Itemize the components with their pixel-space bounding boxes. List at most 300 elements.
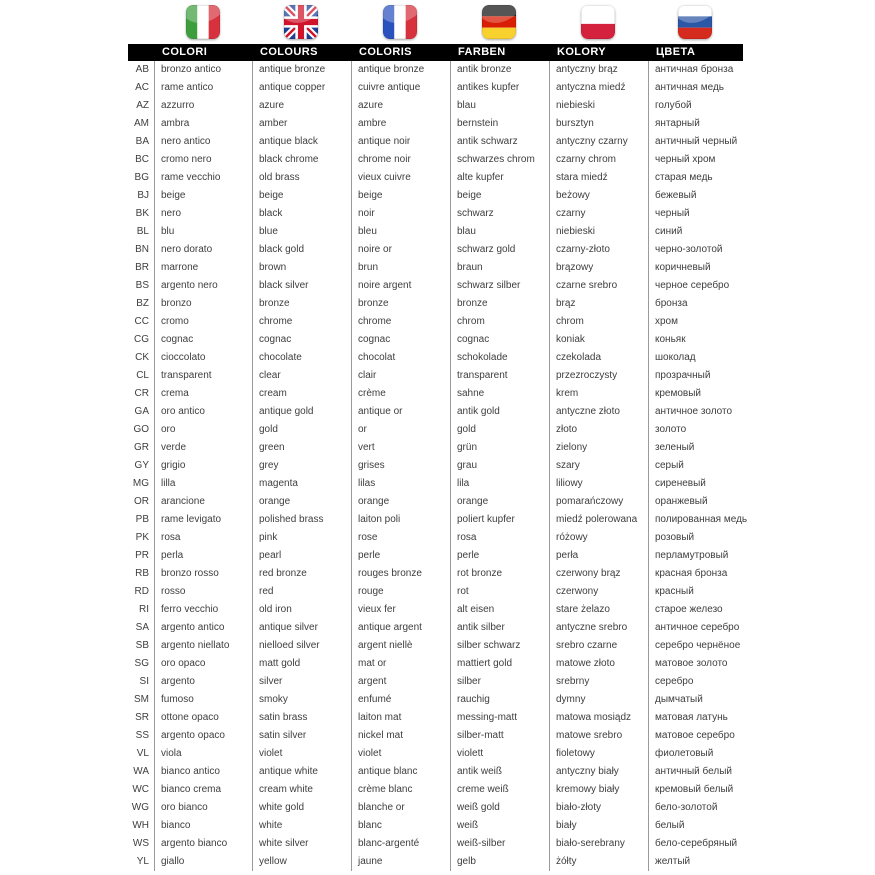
color-name-polish: fioletowy <box>549 745 648 763</box>
color-name-italian: crema <box>154 385 252 403</box>
table-row <box>128 763 743 781</box>
table-row <box>128 187 743 205</box>
color-name-italian: marrone <box>154 259 252 277</box>
color-name-russian: античное золото <box>648 403 743 421</box>
italy-flag-icon <box>186 5 220 39</box>
color-name-russian: серебро чернёное <box>648 637 743 655</box>
color-name-german: schokolade <box>450 349 549 367</box>
color-code: WS <box>132 838 149 849</box>
table-row <box>128 781 743 799</box>
color-name-polish: chrom <box>549 313 648 331</box>
color-code: BS <box>135 280 149 291</box>
color-name-russian: черный хром <box>648 151 743 169</box>
color-name-french: cognac <box>351 331 450 349</box>
color-name-italian: arancione <box>154 493 252 511</box>
color-code: GY <box>134 460 149 471</box>
color-name-italian: rame vecchio <box>154 169 252 187</box>
color-name-french: rouges bronze <box>351 565 450 583</box>
color-name-german: antik schwarz <box>450 133 549 151</box>
color-name-french: azure <box>351 97 450 115</box>
color-name-french: rose <box>351 529 450 547</box>
color-name-english: old iron <box>252 601 351 619</box>
color-name-polish: stara miedź <box>549 169 648 187</box>
column-header-cveta: ЦВЕТА <box>656 46 696 58</box>
color-code: CR <box>134 388 149 399</box>
color-code: SI <box>139 676 149 687</box>
color-name-german: grün <box>450 439 549 457</box>
color-name-french: beige <box>351 187 450 205</box>
color-name-polish: czarny <box>549 205 648 223</box>
color-name-russian: шоколад <box>648 349 743 367</box>
color-name-english: brown <box>252 259 351 277</box>
color-name-german: silber <box>450 673 549 691</box>
color-name-english: blue <box>252 223 351 241</box>
color-name-german: weiß gold <box>450 799 549 817</box>
color-name-italian: rosa <box>154 529 252 547</box>
color-name-english: antique bronze <box>252 61 351 79</box>
color-name-italian: bianco antico <box>154 763 252 781</box>
color-name-italian: blu <box>154 223 252 241</box>
color-name-english: pearl <box>252 547 351 565</box>
color-name-german: silber schwarz <box>450 637 549 655</box>
column-header-coloris: COLORIS <box>359 46 412 58</box>
color-name-english: antique black <box>252 133 351 151</box>
color-name-russian: античное серебро <box>648 619 743 637</box>
color-name-polish: beżowy <box>549 187 648 205</box>
color-name-french: ambre <box>351 115 450 133</box>
color-name-italian: bronzo <box>154 295 252 313</box>
color-name-italian: rame levigato <box>154 511 252 529</box>
color-name-russian: перламутровый <box>648 547 743 565</box>
color-name-polish: koniak <box>549 331 648 349</box>
color-name-italian: fumoso <box>154 691 252 709</box>
color-name-italian: rame antico <box>154 79 252 97</box>
color-name-french: blanc-argenté <box>351 835 450 853</box>
color-name-german: cognac <box>450 331 549 349</box>
color-name-german: alte kupfer <box>450 169 549 187</box>
color-code: RI <box>139 604 149 615</box>
color-name-polish: antyczny brąz <box>549 61 648 79</box>
color-name-polish: matowa mosiądz <box>549 709 648 727</box>
russia-flag-icon <box>678 5 712 39</box>
color-name-italian: argento bianco <box>154 835 252 853</box>
color-name-french: laiton poli <box>351 511 450 529</box>
color-name-english: silver <box>252 673 351 691</box>
color-name-french: crème blanc <box>351 781 450 799</box>
color-name-polish: antyczny biały <box>549 763 648 781</box>
color-name-french: noire or <box>351 241 450 259</box>
color-name-polish: perła <box>549 547 648 565</box>
table-row <box>128 709 743 727</box>
color-code: GO <box>133 424 149 435</box>
color-code: WG <box>131 802 149 813</box>
color-code: PR <box>135 550 149 561</box>
color-name-italian: oro antico <box>154 403 252 421</box>
color-name-english: clear <box>252 367 351 385</box>
color-name-italian: ferro vecchio <box>154 601 252 619</box>
color-name-french: crème <box>351 385 450 403</box>
color-name-english: amber <box>252 115 351 133</box>
color-name-polish: biało-serebrany <box>549 835 648 853</box>
color-name-english: nielloed silver <box>252 637 351 655</box>
color-name-polish: matowe złoto <box>549 655 648 673</box>
color-name-italian: oro opaco <box>154 655 252 673</box>
color-code: PK <box>135 532 149 543</box>
color-name-french: brun <box>351 259 450 277</box>
color-name-english: orange <box>252 493 351 511</box>
color-name-english: black chrome <box>252 151 351 169</box>
color-name-english: violet <box>252 745 351 763</box>
color-name-german: antik silber <box>450 619 549 637</box>
color-name-english: white <box>252 817 351 835</box>
color-code: SM <box>134 694 149 705</box>
table-row <box>128 511 748 529</box>
color-code: GA <box>134 406 149 417</box>
color-name-german: orange <box>450 493 549 511</box>
color-name-french: orange <box>351 493 450 511</box>
color-name-french: mat or <box>351 655 450 673</box>
color-name-german: grau <box>450 457 549 475</box>
table-row <box>128 619 743 637</box>
color-name-italian: cognac <box>154 331 252 349</box>
color-name-russian: сиреневый <box>648 475 743 493</box>
color-name-italian: bianco <box>154 817 252 835</box>
color-code: RD <box>134 586 149 597</box>
color-name-english: antique white <box>252 763 351 781</box>
table-row <box>128 79 743 97</box>
column-header-kolory: KOLORY <box>557 46 607 58</box>
color-name-russian: коричневый <box>648 259 743 277</box>
color-name-italian: argento nero <box>154 277 252 295</box>
color-name-english: red <box>252 583 351 601</box>
color-code: YL <box>136 856 149 867</box>
color-name-german: rosa <box>450 529 549 547</box>
color-name-polish: niebieski <box>549 97 648 115</box>
color-name-english: matt gold <box>252 655 351 673</box>
color-name-german: perle <box>450 547 549 565</box>
color-name-russian: полированная медь <box>648 511 743 529</box>
color-name-russian: коньяк <box>648 331 743 349</box>
table-row <box>128 745 743 763</box>
color-name-polish: brąz <box>549 295 648 313</box>
table-row <box>128 673 743 691</box>
color-name-german: antik gold <box>450 403 549 421</box>
table-row <box>128 151 743 169</box>
color-name-russian: голубой <box>648 97 743 115</box>
color-name-russian: античный черный <box>648 133 743 151</box>
color-name-french: perle <box>351 547 450 565</box>
table-row <box>128 493 743 511</box>
color-name-french: chrome noir <box>351 151 450 169</box>
color-name-russian: кремовый белый <box>648 781 743 799</box>
color-name-russian: черное серебро <box>648 277 743 295</box>
table-row <box>128 817 743 835</box>
color-name-italian: grigio <box>154 457 252 475</box>
color-name-italian: transparent <box>154 367 252 385</box>
color-name-english: satin brass <box>252 709 351 727</box>
color-name-french: jaune <box>351 853 450 871</box>
table-row <box>128 421 743 439</box>
color-name-german: weiß <box>450 817 549 835</box>
color-name-french: antique blanc <box>351 763 450 781</box>
color-code: CL <box>136 370 149 381</box>
table-row <box>128 259 743 277</box>
color-name-russian: золото <box>648 421 743 439</box>
color-name-russian: оранжевый <box>648 493 743 511</box>
color-name-french: nickel mat <box>351 727 450 745</box>
color-name-english: gold <box>252 421 351 439</box>
column-header-farben: FARBEN <box>458 46 506 58</box>
table-row <box>128 799 743 817</box>
color-name-polish: pomarańczowy <box>549 493 648 511</box>
color-name-english: grey <box>252 457 351 475</box>
color-name-italian: cromo <box>154 313 252 331</box>
color-name-english: old brass <box>252 169 351 187</box>
color-name-russian: красный <box>648 583 743 601</box>
color-name-polish: czarny chrom <box>549 151 648 169</box>
table-row <box>128 835 743 853</box>
color-name-german: antik bronze <box>450 61 549 79</box>
color-name-polish: brązowy <box>549 259 648 277</box>
color-name-german: bronze <box>450 295 549 313</box>
color-code: BJ <box>137 190 149 201</box>
column-header-colori: COLORI <box>162 46 208 58</box>
color-code: AC <box>135 82 149 93</box>
color-name-russian: старое железо <box>648 601 743 619</box>
table-row <box>128 583 743 601</box>
color-name-english: smoky <box>252 691 351 709</box>
color-name-german: creme weiß <box>450 781 549 799</box>
color-name-english: yellow <box>252 853 351 871</box>
color-name-german: weiß-silber <box>450 835 549 853</box>
color-name-german: alt eisen <box>450 601 549 619</box>
flags-row <box>128 0 743 44</box>
color-name-french: rouge <box>351 583 450 601</box>
color-name-russian: кремовый <box>648 385 743 403</box>
color-name-polish: matowe srebro <box>549 727 648 745</box>
color-name-polish: bursztyn <box>549 115 648 133</box>
color-name-polish: biało-złoty <box>549 799 648 817</box>
color-name-english: white gold <box>252 799 351 817</box>
color-name-french: antique noir <box>351 133 450 151</box>
color-name-german: schwarz silber <box>450 277 549 295</box>
color-name-italian: nero <box>154 205 252 223</box>
color-code: BC <box>135 154 149 165</box>
color-name-russian: зеленый <box>648 439 743 457</box>
color-code: MG <box>132 478 149 489</box>
table-row <box>128 637 743 655</box>
color-name-english: black gold <box>252 241 351 259</box>
france-flag-icon <box>383 5 417 39</box>
color-name-german: bernstein <box>450 115 549 133</box>
color-name-english: black <box>252 205 351 223</box>
color-name-german: blau <box>450 223 549 241</box>
color-code: WC <box>132 784 149 795</box>
color-code: SS <box>135 730 149 741</box>
color-name-french: blanc <box>351 817 450 835</box>
color-name-italian: azzurro <box>154 97 252 115</box>
color-name-german: silber-matt <box>450 727 549 745</box>
color-name-polish: żółty <box>549 853 648 871</box>
color-name-english: azure <box>252 97 351 115</box>
color-name-polish: antyczne srebro <box>549 619 648 637</box>
color-name-polish: niebieski <box>549 223 648 241</box>
table-row <box>128 295 743 313</box>
color-name-german: poliert kupfer <box>450 511 549 529</box>
color-name-italian: lilla <box>154 475 252 493</box>
color-name-french: grises <box>351 457 450 475</box>
color-name-english: black silver <box>252 277 351 295</box>
color-name-german: rot <box>450 583 549 601</box>
color-name-french: antique bronze <box>351 61 450 79</box>
color-name-german: lila <box>450 475 549 493</box>
color-code: AM <box>134 118 149 129</box>
color-code: BR <box>135 262 149 273</box>
color-name-french: argent niellè <box>351 637 450 655</box>
color-name-german: schwarz gold <box>450 241 549 259</box>
color-name-french: enfumé <box>351 691 450 709</box>
color-name-english: antique gold <box>252 403 351 421</box>
color-name-polish: przezroczysty <box>549 367 648 385</box>
color-name-german: beige <box>450 187 549 205</box>
table-body <box>128 61 748 871</box>
color-name-polish: szary <box>549 457 648 475</box>
color-name-french: noir <box>351 205 450 223</box>
color-name-polish: zielony <box>549 439 648 457</box>
color-name-italian: cromo nero <box>154 151 252 169</box>
color-name-italian: bronzo antico <box>154 61 252 79</box>
color-name-english: cream white <box>252 781 351 799</box>
color-code: WH <box>132 820 149 831</box>
color-code: CK <box>135 352 149 363</box>
table-row <box>128 331 743 349</box>
color-name-french: chrome <box>351 313 450 331</box>
color-name-italian: bianco crema <box>154 781 252 799</box>
color-name-english: red bronze <box>252 565 351 583</box>
color-name-italian: beige <box>154 187 252 205</box>
color-name-russian: матовая латунь <box>648 709 743 727</box>
color-name-polish: srebrny <box>549 673 648 691</box>
color-name-italian: oro bianco <box>154 799 252 817</box>
color-name-russian: розовый <box>648 529 743 547</box>
color-name-english: polished brass <box>252 511 351 529</box>
table-row <box>128 115 743 133</box>
color-name-russian: матовое серебро <box>648 727 743 745</box>
color-name-russian: хром <box>648 313 743 331</box>
color-code: BL <box>136 226 149 237</box>
color-name-russian: черно-золотой <box>648 241 743 259</box>
color-name-french: violet <box>351 745 450 763</box>
color-name-italian: oro <box>154 421 252 439</box>
color-name-russian: серый <box>648 457 743 475</box>
table-row <box>128 853 743 871</box>
color-code: CC <box>134 316 149 327</box>
table-row <box>128 529 743 547</box>
color-code: BK <box>135 208 149 219</box>
table-row <box>128 367 743 385</box>
color-name-german: gold <box>450 421 549 439</box>
color-name-german: violett <box>450 745 549 763</box>
color-name-german: mattiert gold <box>450 655 549 673</box>
color-name-english: chrome <box>252 313 351 331</box>
color-name-polish: różowy <box>549 529 648 547</box>
color-name-french: lilas <box>351 475 450 493</box>
table-row <box>128 61 743 79</box>
germany-flag-icon <box>482 5 516 39</box>
color-name-german: messing-matt <box>450 709 549 727</box>
color-name-russian: прозрачный <box>648 367 743 385</box>
table-row <box>128 655 743 673</box>
color-name-polish: złoto <box>549 421 648 439</box>
table-row <box>128 349 743 367</box>
color-name-polish: biały <box>549 817 648 835</box>
table-header-bar <box>128 44 743 61</box>
color-name-english: beige <box>252 187 351 205</box>
color-name-polish: dymny <box>549 691 648 709</box>
color-code: WA <box>133 766 149 777</box>
color-name-russian: серебро <box>648 673 743 691</box>
color-name-polish: czarne srebro <box>549 277 648 295</box>
color-name-german: braun <box>450 259 549 277</box>
color-name-french: vert <box>351 439 450 457</box>
table-row <box>128 241 743 259</box>
color-name-russian: бело-золотой <box>648 799 743 817</box>
color-name-polish: czerwony <box>549 583 648 601</box>
table-row <box>128 403 743 421</box>
color-name-italian: giallo <box>154 853 252 871</box>
color-code: SA <box>135 622 149 633</box>
color-name-french: chocolat <box>351 349 450 367</box>
color-name-italian: ambra <box>154 115 252 133</box>
table-row <box>128 133 743 151</box>
poland-flag-icon <box>581 5 615 39</box>
color-name-italian: nero dorato <box>154 241 252 259</box>
color-name-russian: старая медь <box>648 169 743 187</box>
color-name-french: bronze <box>351 295 450 313</box>
color-name-french: bleu <box>351 223 450 241</box>
table-row <box>128 169 743 187</box>
color-name-english: cream <box>252 385 351 403</box>
table-row <box>128 601 743 619</box>
color-name-polish: miedź polerowana <box>549 511 648 529</box>
color-name-russian: фиолетовый <box>648 745 743 763</box>
color-name-polish: czekolada <box>549 349 648 367</box>
color-code: SR <box>135 712 149 723</box>
color-name-english: cognac <box>252 331 351 349</box>
color-code: RB <box>135 568 149 579</box>
color-name-russian: янтарный <box>648 115 743 133</box>
color-name-english: antique silver <box>252 619 351 637</box>
color-code: OR <box>134 496 149 507</box>
color-code: SB <box>135 640 149 651</box>
color-name-german: schwarz <box>450 205 549 223</box>
color-name-french: or <box>351 421 450 439</box>
color-code: GR <box>134 442 149 453</box>
table-row <box>128 439 743 457</box>
color-name-french: laiton mat <box>351 709 450 727</box>
color-code: VL <box>136 748 149 759</box>
color-code: BN <box>135 244 149 255</box>
color-name-polish: antyczny czarny <box>549 133 648 151</box>
color-name-german: rauchig <box>450 691 549 709</box>
color-code: PB <box>135 514 149 525</box>
color-code: AZ <box>136 100 149 111</box>
color-name-polish: liliowy <box>549 475 648 493</box>
color-name-french: antique argent <box>351 619 450 637</box>
color-name-german: transparent <box>450 367 549 385</box>
color-name-english: green <box>252 439 351 457</box>
color-name-french: argent <box>351 673 450 691</box>
